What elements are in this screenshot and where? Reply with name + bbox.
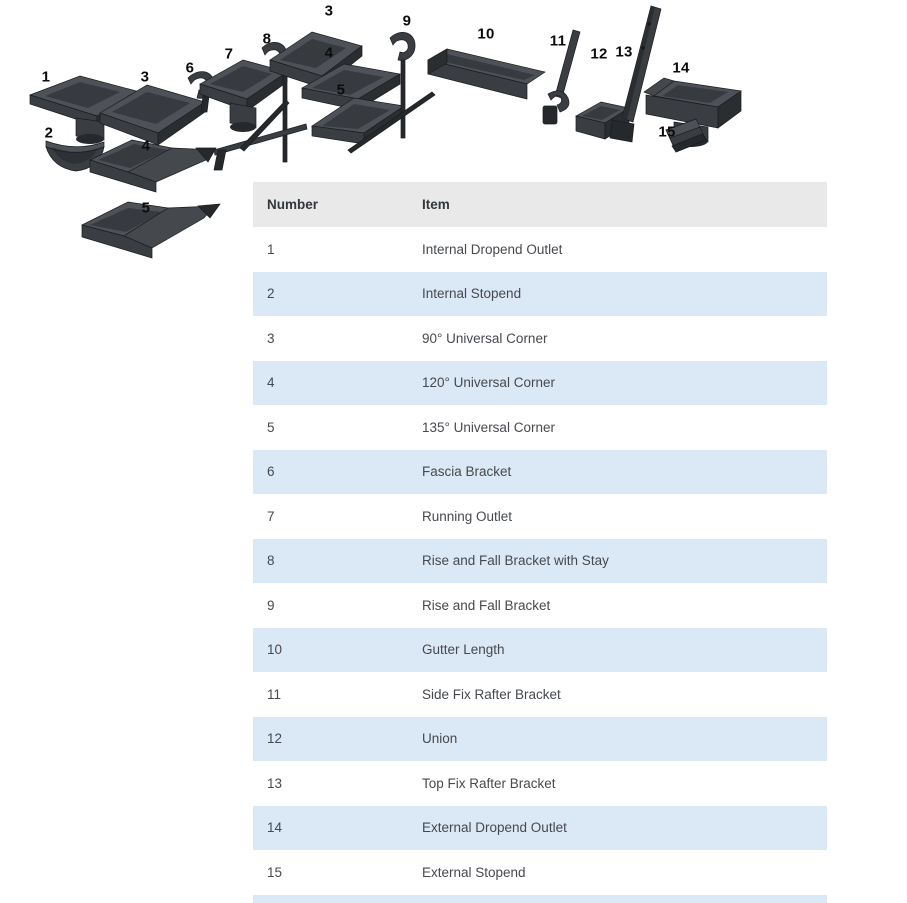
cell-item: 120° Universal Corner — [422, 375, 555, 391]
part-label-13: 13 — [615, 43, 633, 61]
table-row — [253, 628, 827, 673]
part-label-14: 14 — [672, 59, 690, 77]
table-row — [253, 272, 827, 317]
part-label-3-top: 3 — [324, 2, 334, 20]
cell-item: Rise and Fall Bracket with Stay — [422, 553, 609, 569]
table-row-partial — [253, 895, 827, 903]
table-row — [253, 494, 827, 539]
cell-item: Running Outlet — [422, 508, 513, 524]
cell-number: 1 — [267, 241, 275, 257]
cell-item: Side Fix Rafter Bracket — [422, 686, 561, 702]
part-label-5-centre: 5 — [336, 81, 346, 99]
part-label-11: 11 — [549, 32, 567, 50]
cell-number: 13 — [267, 775, 283, 791]
part-label-12: 12 — [590, 45, 608, 63]
cell-item: Union — [422, 731, 458, 747]
part-4-120-corner-illustration — [90, 137, 216, 192]
part-10-gutter-length-illustration — [428, 49, 545, 99]
table-row — [253, 806, 827, 851]
part-label-4-left: 4 — [141, 137, 151, 155]
part-label-7: 7 — [224, 45, 234, 63]
table-row — [253, 672, 827, 717]
cell-number: 8 — [267, 553, 275, 569]
table-header-number: Number — [267, 197, 319, 212]
cell-number: 15 — [267, 864, 283, 880]
table-row — [253, 717, 827, 762]
part-label-8: 8 — [262, 30, 272, 48]
part-label-9: 9 — [402, 12, 412, 30]
cell-number: 5 — [267, 419, 275, 435]
part-label-3-left: 3 — [140, 68, 150, 86]
part-label-15: 15 — [658, 123, 676, 141]
part-13-top-fix-rafter-bracket-illustration — [610, 6, 661, 142]
table-row — [253, 227, 827, 272]
cell-item: External Stopend — [422, 864, 526, 880]
cell-number: 3 — [267, 330, 275, 346]
part-label-5-left: 5 — [141, 199, 151, 217]
part-5-135-corner-illustration — [82, 199, 220, 258]
cell-item: Gutter Length — [422, 642, 505, 658]
cell-number: 7 — [267, 508, 275, 524]
part-label-4-centre: 4 — [324, 44, 334, 62]
part-label-6: 6 — [185, 59, 195, 77]
table-row — [253, 583, 827, 628]
table-row — [253, 539, 827, 584]
cell-number: 10 — [267, 642, 283, 658]
parts-table — [253, 182, 827, 903]
part-label-2: 2 — [44, 124, 54, 142]
table-row — [253, 450, 827, 495]
cell-number: 11 — [267, 686, 282, 702]
cell-number: 6 — [267, 464, 275, 480]
cell-item: 90° Universal Corner — [422, 330, 548, 346]
table-row — [253, 405, 827, 450]
part-label-10: 10 — [477, 25, 495, 43]
table-header-item: Item — [422, 197, 450, 212]
cell-number: 2 — [267, 286, 275, 302]
cell-number: 12 — [267, 731, 283, 747]
cell-number: 14 — [267, 820, 283, 836]
table-row — [253, 361, 827, 406]
cell-number: 4 — [267, 375, 275, 391]
part-label-1: 1 — [41, 68, 51, 86]
cell-number: 9 — [267, 597, 275, 613]
cell-item: 135° Universal Corner — [422, 419, 555, 435]
table-row — [253, 316, 827, 361]
table-body — [253, 227, 827, 895]
cell-item: Internal Stopend — [422, 286, 522, 302]
cell-item: Fascia Bracket — [422, 464, 512, 480]
cell-item: Top Fix Rafter Bracket — [422, 775, 556, 791]
cell-item: External Dropend Outlet — [422, 820, 567, 836]
cell-item: Internal Dropend Outlet — [422, 241, 563, 257]
table-header-row — [253, 182, 827, 227]
table-row — [253, 761, 827, 806]
cell-item: Rise and Fall Bracket — [422, 597, 551, 613]
table-row — [253, 850, 827, 895]
